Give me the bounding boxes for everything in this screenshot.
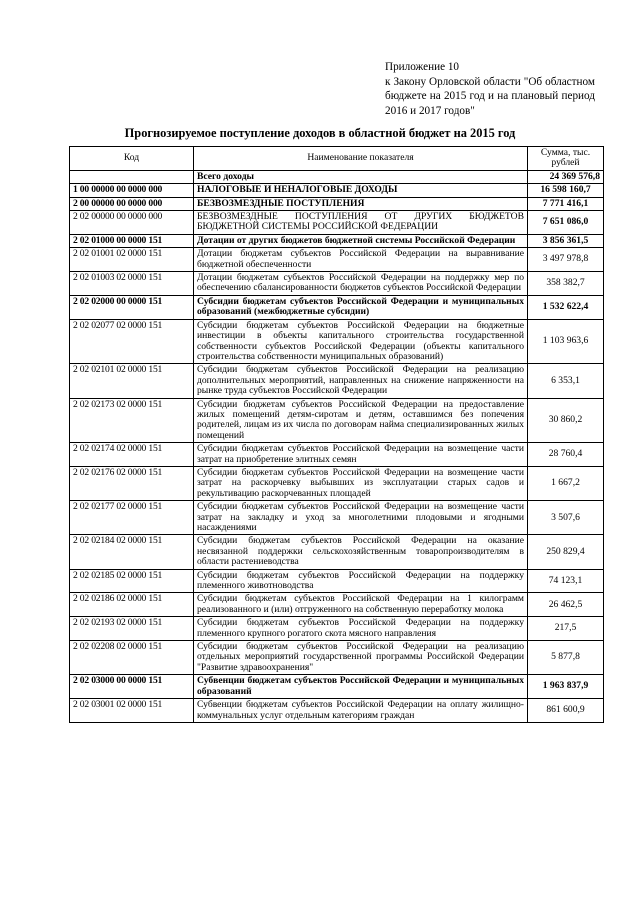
row-code: 2 02 01003 02 0000 151 bbox=[70, 272, 194, 296]
table-row bbox=[70, 593, 604, 617]
row-sum: 1 103 963,6 bbox=[528, 319, 604, 364]
row-name: Субсидии бюджетам субъектов Российской Федерации на поддержку племенного крупного рогатого скота мясного направления bbox=[194, 617, 528, 641]
row-name: Субсидии бюджетам субъектов Российской Федерации на поддержку племенного животноводства bbox=[194, 569, 528, 593]
row-code: 2 02 02077 02 0000 151 bbox=[70, 319, 194, 364]
table-row bbox=[70, 699, 604, 723]
row-name: БЕЗВОЗМЕЗДНЫЕ ПОСТУПЛЕНИЯ bbox=[194, 197, 528, 210]
appendix-text: к Закону Орловской области "Об областном бюджете на 2015 год и на плановый период 2016 и 2017 годов" bbox=[385, 75, 595, 117]
table-row bbox=[70, 501, 604, 535]
row-name: Субсидии бюджетам субъектов Российской Федерации на реализацию отдельных мероприятий государственной программы Российской Федерации "Развитие здравоохранения" bbox=[194, 641, 528, 675]
row-sum: 7 651 086,0 bbox=[528, 211, 604, 235]
header-sum: Сумма, тыс. рублей bbox=[528, 147, 604, 171]
row-sum: 3 507,6 bbox=[528, 501, 604, 535]
row-sum: 6 353,1 bbox=[528, 364, 604, 398]
row-code: 2 02 01001 02 0000 151 bbox=[70, 248, 194, 272]
row-sum: 358 382,7 bbox=[528, 272, 604, 296]
revenue-table bbox=[69, 146, 604, 723]
row-sum: 250 829,4 bbox=[528, 535, 604, 569]
row-sum: 5 877,8 bbox=[528, 641, 604, 675]
row-code: 2 02 02186 02 0000 151 bbox=[70, 593, 194, 617]
row-sum: 30 860,2 bbox=[528, 398, 604, 443]
row-sum: 1 532 622,4 bbox=[528, 295, 604, 319]
row-code: 2 02 03001 02 0000 151 bbox=[70, 699, 194, 723]
row-code: 2 02 02000 00 0000 151 bbox=[70, 295, 194, 319]
row-code: 2 02 02193 02 0000 151 bbox=[70, 617, 194, 641]
row-sum: 16 598 160,7 bbox=[528, 184, 604, 197]
row-name: Субсидии бюджетам субъектов Российской Федерации на возмещение части затрат на раскорчевку выбывших из эксплуатации старых садов и рекультивацию раскорчеванных площадей bbox=[194, 466, 528, 500]
row-name: Субсидии бюджетам субъектов Российской Федерации на 1 килограмм реализованного и (или) отгруженного на собственную переработку молока bbox=[194, 593, 528, 617]
row-code: 1 00 00000 00 0000 000 bbox=[70, 184, 194, 197]
table-row bbox=[70, 197, 604, 210]
table-row bbox=[70, 248, 604, 272]
row-name: Всего доходы bbox=[194, 170, 528, 183]
appendix-note bbox=[385, 60, 595, 118]
table-row bbox=[70, 466, 604, 500]
row-code: 2 02 02173 02 0000 151 bbox=[70, 398, 194, 443]
header-name: Наименование показателя bbox=[194, 147, 528, 171]
row-code: 2 02 02208 02 0000 151 bbox=[70, 641, 194, 675]
row-sum: 26 462,5 bbox=[528, 593, 604, 617]
row-sum: 861 600,9 bbox=[528, 699, 604, 723]
row-sum: 24 369 576,8 bbox=[528, 170, 604, 183]
table-header-row bbox=[70, 147, 604, 171]
row-name: Дотации от других бюджетов бюджетной системы Российской Федерации bbox=[194, 234, 528, 247]
row-name: Субсидии бюджетам субъектов Российской Федерации на оказание несвязанной поддержки сельскохозяйственным товаропроизводителям в области растениеводства bbox=[194, 535, 528, 569]
row-name: Субсидии бюджетам субъектов Российской Федерации на возмещение части затрат на приобретение элитных семян bbox=[194, 443, 528, 467]
table-row bbox=[70, 364, 604, 398]
row-name: Дотации бюджетам субъектов Российской Федерации на выравнивание бюджетной обеспеченности bbox=[194, 248, 528, 272]
row-code bbox=[70, 170, 194, 183]
row-name: БЕЗВОЗМЕЗДНЫЕ ПОСТУПЛЕНИЯ ОТ ДРУГИХ БЮДЖЕТОВ БЮДЖЕТНОЙ СИСТЕМЫ РОССИЙСКОЙ ФЕДЕРАЦИИ bbox=[194, 211, 528, 235]
table-row bbox=[70, 535, 604, 569]
row-code: 2 02 02101 02 0000 151 bbox=[70, 364, 194, 398]
row-sum: 1 963 837,9 bbox=[528, 675, 604, 699]
row-name: Субсидии бюджетам субъектов Российской Федерации на предоставление жилых помещений детям-сиротам и детям, оставшимся без попечения родителей, лицам из их числа по договорам найма специализированных жилых помещений bbox=[194, 398, 528, 443]
row-name: Субсидии бюджетам субъектов Российской Федерации и муниципальных образований (межбюджетные субсидии) bbox=[194, 295, 528, 319]
row-sum: 7 771 416,1 bbox=[528, 197, 604, 210]
table-row bbox=[70, 617, 604, 641]
table-row bbox=[70, 184, 604, 197]
table-row bbox=[70, 170, 604, 183]
row-code: 2 02 02184 02 0000 151 bbox=[70, 535, 194, 569]
row-name: Субсидии бюджетам субъектов Российской Федерации на реализацию дополнительных мероприятий, направленных на снижение напряженности на рынке труда субъектов Российской Федерации bbox=[194, 364, 528, 398]
row-code: 2 00 00000 00 0000 000 bbox=[70, 197, 194, 210]
table-row bbox=[70, 675, 604, 699]
row-name: Субсидии бюджетам субъектов Российской Федерации на возмещение части затрат на закладку и уход за многолетними плодовыми и ягодными насаждениями bbox=[194, 501, 528, 535]
row-code: 2 02 00000 00 0000 000 bbox=[70, 211, 194, 235]
table-row bbox=[70, 211, 604, 235]
table-row bbox=[70, 234, 604, 247]
row-name: Субвенции бюджетам субъектов Российской Федерации на оплату жилищно-коммунальных услуг отдельным категориям граждан bbox=[194, 699, 528, 723]
row-name: Дотации бюджетам субъектов Российской Федерации на поддержку мер по обеспечению сбалансированности бюджетов субъектов Российской Федерации bbox=[194, 272, 528, 296]
row-sum: 3 497 978,8 bbox=[528, 248, 604, 272]
table-row bbox=[70, 398, 604, 443]
row-sum: 74 123,1 bbox=[528, 569, 604, 593]
row-sum: 3 856 361,5 bbox=[528, 234, 604, 247]
table-body bbox=[70, 170, 604, 722]
row-code: 2 02 02174 02 0000 151 bbox=[70, 443, 194, 467]
row-code: 2 02 03000 00 0000 151 bbox=[70, 675, 194, 699]
header-code: Код bbox=[70, 147, 194, 171]
table-row bbox=[70, 319, 604, 364]
row-name: Субвенции бюджетам субъектов Российской Федерации и муниципальных образований bbox=[194, 675, 528, 699]
row-code: 2 02 01000 00 0000 151 bbox=[70, 234, 194, 247]
row-code: 2 02 02177 02 0000 151 bbox=[70, 501, 194, 535]
table-row bbox=[70, 641, 604, 675]
appendix-title: Приложение 10 bbox=[385, 61, 460, 73]
row-sum: 217,5 bbox=[528, 617, 604, 641]
table-row bbox=[70, 443, 604, 467]
row-code: 2 02 02185 02 0000 151 bbox=[70, 569, 194, 593]
row-sum: 28 760,4 bbox=[528, 443, 604, 467]
table-row bbox=[70, 295, 604, 319]
table-row bbox=[70, 569, 604, 593]
document-title: Прогнозируемое поступление доходов в областной бюджет на 2015 год bbox=[124, 126, 516, 140]
row-name: НАЛОГОВЫЕ И НЕНАЛОГОВЫЕ ДОХОДЫ bbox=[194, 184, 528, 197]
row-name: Субсидии бюджетам субъектов Российской Федерации на бюджетные инвестиции в объекты капитального строительства государственной собственности субъектов Российской Федерации (объекты капитального строительства собственности муниципальных образований) bbox=[194, 319, 528, 364]
table-row bbox=[70, 272, 604, 296]
row-sum: 1 667,2 bbox=[528, 466, 604, 500]
row-code: 2 02 02176 02 0000 151 bbox=[70, 466, 194, 500]
